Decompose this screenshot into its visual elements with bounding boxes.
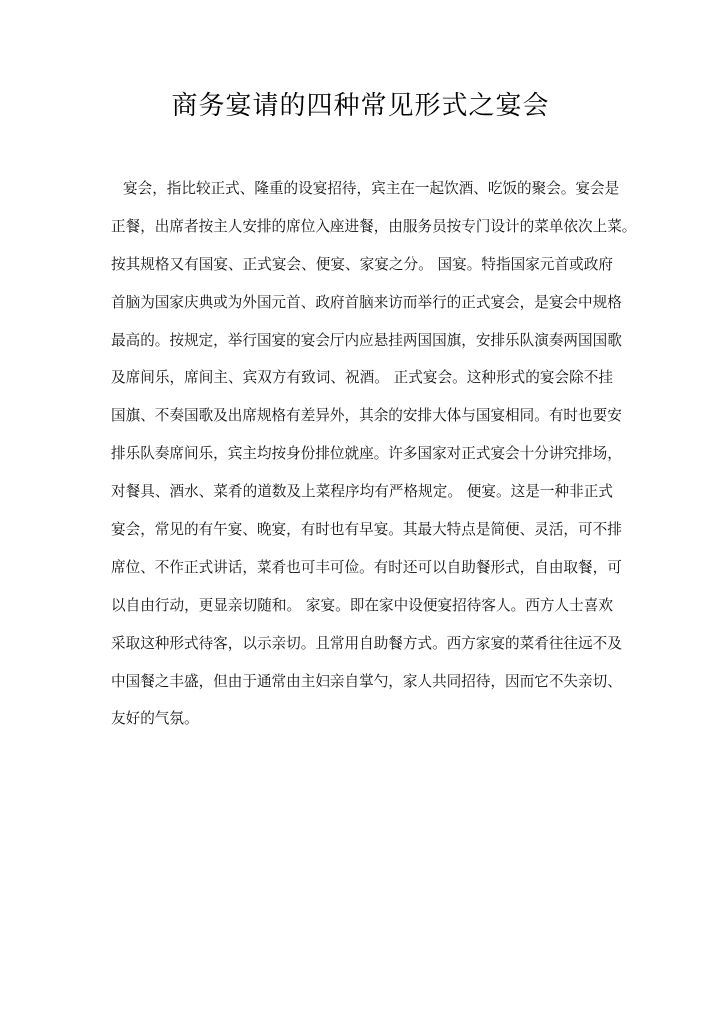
body-line: 最高的。按规定，举行国宴的宴会厅内应悬挂两国国旗，安排乐队演奏两国国歌	[111, 331, 622, 349]
document-title: 商务宴请的四种常见形式之宴会	[171, 91, 550, 121]
body-line: 采取这种形式待客，以示亲切。且常用自助餐方式。西方家宴的菜肴往往远不及	[111, 634, 622, 652]
body-line: 按其规格又有国宴、正式宴会、便宴、家宴之分。 国宴。特指国家元首或政府	[111, 255, 613, 273]
body-line: 首脑为国家庆典或为外国元首、政府首脑来访而举行的正式宴会，是宴会中规格	[111, 293, 622, 311]
document-body	[111, 170, 637, 738]
body-line: 友好的气氛。	[111, 710, 199, 728]
body-line: 国旗、不奏国歌及出席规格有差异外，其余的安排大体与国宴相同。有时也要安	[111, 407, 622, 425]
body-line: 正餐，出席者按主人安排的席位入座进餐，由服务员按专门设计的菜单依次上菜。	[111, 217, 637, 235]
body-line: 席位、不作正式讲话，菜肴也可丰可俭。有时还可以自助餐形式，自由取餐，可	[111, 558, 622, 576]
body-line: 以自由行动，更显亲切随和。 家宴。即在家中设便宴招待客人。西方人士喜欢	[111, 596, 613, 614]
body-line: 宴会，常见的有午宴、晚宴，有时也有早宴。其最大特点是简便、灵活，可不排	[111, 521, 622, 539]
body-line: 中国餐之丰盛，但由于通常由主妇亲自掌勺，家人共同招待，因而它不失亲切、	[111, 672, 622, 690]
body-line: 及席间乐，席间主、宾双方有致词、祝酒。 正式宴会。这种形式的宴会除不挂	[111, 369, 613, 387]
body-line: 排乐队奏席间乐，宾主均按身份排位就座。许多国家对正式宴会十分讲究排场，	[111, 445, 622, 463]
body-line: 对餐具、酒水、菜肴的道数及上菜程序均有严格规定。 便宴。这是一种非正式	[111, 483, 613, 501]
body-line: 宴会，指比较正式、隆重的设宴招待，宾主在一起饮酒、吃饭的聚会。宴会是	[123, 180, 620, 197]
